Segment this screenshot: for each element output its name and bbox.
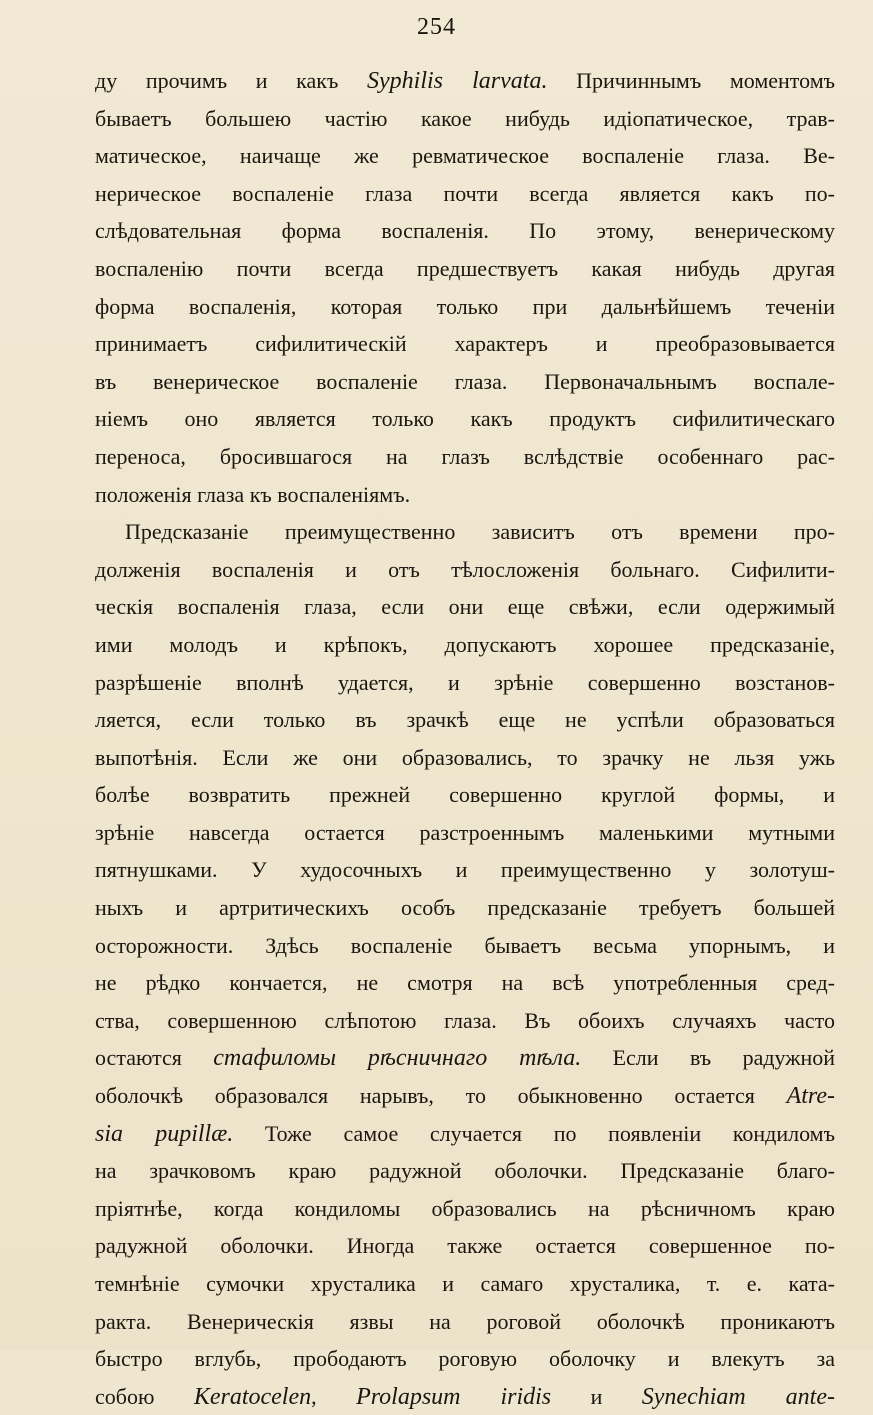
text-line [95,438,835,476]
italic-term: Synechiam ante- [641,1383,835,1410]
text-line [95,889,835,927]
text-segment: болѣе возвратить прежней совершенно круглой формы, и [95,782,835,808]
text-line [95,175,835,213]
page-number: 254 [417,14,456,40]
text-line [95,62,835,100]
text-line [95,776,835,814]
text-segment: зрѣніе навсегда остается разстроеннымъ маленькими мутными [95,819,835,845]
text-line [95,1227,835,1265]
italic-term: Keratocelen [193,1383,312,1410]
text-segment: нерическое воспаленіе глаза почти всегда является какъ по- [95,180,835,206]
text-line [95,1115,835,1153]
text-segment: ства, совершенною слѣпотою глаза. Въ обоихъ случаяхъ часто [95,1007,835,1033]
text-line [95,739,835,777]
text-segment: долженія воспаленія и отъ тѣлосложенія больнаго. Сифилити- [95,556,835,582]
text-line [95,212,835,250]
text-segment: радужной оболочки. Иногда также остается совершенное по- [95,1233,835,1259]
text-segment: ими молодъ и крѣпокъ, допускаютъ хорошее предсказаніе, [95,631,835,657]
text-line [95,851,835,889]
text-line [95,551,835,589]
text-segment: пріятнѣе, когда кондиломы образовались на рѣсничномъ краю [95,1195,835,1221]
text-segment: слѣдовательная форма воспаленія. По этому, венерическому [95,218,835,244]
text-line [95,664,835,702]
text-segment: Причиннымъ моментомъ [547,68,835,93]
text-segment: въ венерическое воспаленіе глаза. Первоначальнымъ воспале- [95,368,835,394]
text-segment: ческія воспаленія глаза, если они еще свѣжи, если одержимый [95,594,835,620]
italic-term: sia pupillæ. [95,1120,234,1147]
text-segment: принимаетъ сифилитическій характеръ и преобразовывается [95,331,835,357]
text-segment: бываетъ большею частію какое нибудь идіопатическое, трав- [95,105,835,131]
italic-term: Atre- [786,1083,835,1110]
text-line [95,814,835,852]
text-segment: положенія глаза къ воспаленіямъ. [95,481,411,507]
text-line [95,513,835,551]
text-line [95,588,835,626]
text-line [95,476,835,514]
text-segment: не рѣдко кончается, не смотря на всѣ употребленныя сред- [95,970,835,996]
body-text [95,62,835,1415]
text-segment: остаются [95,1045,214,1071]
text-line [95,1378,835,1415]
text-segment: пятнушками. У худосочныхъ и преимущественно у золотуш- [95,857,835,883]
text-segment: переноса, бросившагося на глазъ вслѣдствіе особеннаго рас- [95,443,835,469]
text-segment: Тоже самое случается по появленіи кондиломъ [233,1120,835,1146]
text-segment: быстро вглубь, прободаютъ роговую оболочку и влекутъ за [95,1346,835,1372]
text-segment: на зрачковомъ краю радужной оболочки. Предсказаніе благо- [95,1158,835,1184]
text-segment: и [551,1383,642,1409]
text-segment: форма воспаленія, которая только при дальнѣйшемъ теченіи [95,293,835,319]
text-line [95,288,835,326]
text-line [95,964,835,1002]
text-segment: матическое, наичаще же ревматическое воспаленіе глаза. Ве- [95,143,835,169]
text-segment: ніемъ оно является только какъ продуктъ сифилитическаго [95,406,835,432]
text-segment: ныхъ и артритическихъ особъ предсказаніе требуетъ большей [95,895,835,921]
text-line [95,1077,835,1115]
text-segment: ляется, если только въ зрачкѣ еще не успѣли образоваться [95,707,835,733]
text-line [95,701,835,739]
italic-term: Syphilis larvata. [367,68,548,94]
text-segment: разрѣшеніе вполнѣ удается, и зрѣніе совершенно возстанов- [95,669,835,695]
text-segment: темнѣніе сумочки хрусталика и самаго хрусталика, т. е. ката- [95,1271,835,1296]
text-line [95,927,835,965]
italic-term: стафиломы рѣсничнаго тѣла. [213,1045,582,1072]
text-segment: воспаленію почти всегда предшествуетъ какая нибудь другая [95,255,835,281]
text-line [95,1152,835,1190]
text-segment: Если въ радужной [581,1045,835,1071]
text-segment: ду прочимъ и какъ [95,68,367,93]
text-line [95,1303,835,1341]
text-line [95,1340,835,1378]
text-line [95,100,835,138]
text-line [95,250,835,288]
text-segment: выпотѣнія. Если же они образовались, то зрачку не льзя ужь [95,744,835,770]
text-segment: ракта. Венерическія язвы на роговой оболочкѣ проникаютъ [95,1308,835,1334]
text-line [95,1039,835,1077]
text-line [95,1002,835,1040]
text-segment: оболочкѣ образовался нарывъ, то обыкновенно остается [95,1083,787,1109]
text-line [95,325,835,363]
text-line [95,626,835,664]
text-segment: , [311,1383,357,1409]
text-line [95,1265,835,1303]
text-segment: Предсказаніе преимущественно зависитъ отъ времени про- [125,519,835,545]
text-line [95,137,835,175]
text-line [95,363,835,401]
text-line [95,1190,835,1228]
text-segment: собою [95,1383,194,1409]
text-segment: осторожности. Здѣсь воспаленіе бываетъ весьма упорнымъ, и [95,932,835,958]
italic-term: Prolapsum iridis [356,1383,552,1410]
text-line [95,400,835,438]
